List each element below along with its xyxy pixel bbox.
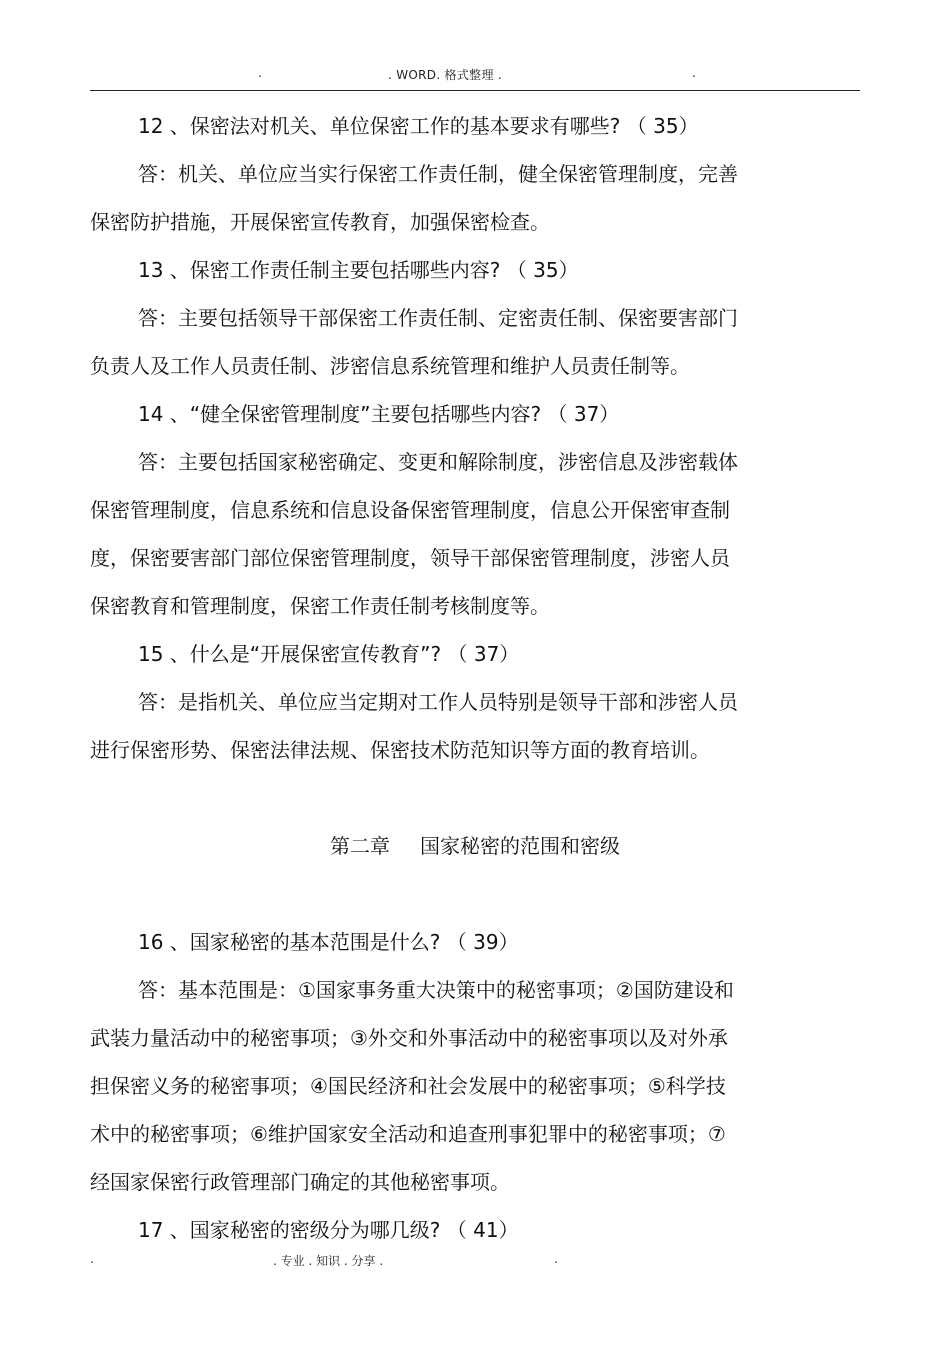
answer-15-line-1: 答：是指机关、单位应当定期对工作人员特别是领导干部和涉密人员 [138, 690, 738, 714]
answer-16-line-4: 术中的秘密事项；⑥维护国家安全活动和追查刑事犯罪中的秘密事项；⑦ [90, 1122, 726, 1146]
page-footer [90, 1252, 690, 1272]
answer-14-line-4: 保密教育和管理制度，保密工作责任制考核制度等。 [90, 594, 550, 618]
header-right-mark: . [692, 66, 696, 80]
header-title: . WORD. 格式整理 . [388, 68, 502, 82]
question-15: 15 、什么是“开展保密宣传教育”? （ 37） [138, 642, 520, 666]
question-12: 12 、保密法对机关、单位保密工作的基本要求有哪些? （ 35） [138, 114, 699, 138]
answer-14-line-2: 保密管理制度，信息系统和信息设备保密管理制度，信息公开保密审查制 [90, 498, 730, 522]
answer-14-line-1: 答：主要包括国家秘密确定、变更和解除制度，涉密信息及涉密载体 [138, 450, 738, 474]
answer-16-line-1: 答：基本范围是：①国家事务重大决策中的秘密事项；②国防建设和 [138, 978, 734, 1002]
chapter-number: 第二章 [330, 834, 390, 858]
answer-12-line-2: 保密防护措施，开展保密宣传教育，加强保密检查。 [90, 210, 550, 234]
footer-text: . 专业 . 知识 . 分享 . [273, 1254, 384, 1268]
question-16: 16 、国家秘密的基本范围是什么? （ 39） [138, 930, 519, 954]
answer-16-line-3: 担保密义务的秘密事项；④国民经济和社会发展中的秘密事项；⑤科学技 [90, 1074, 726, 1098]
chapter-heading [0, 832, 950, 860]
chapter-title: 国家秘密的范围和密级 [420, 834, 620, 858]
answer-16-line-5: 经国家保密行政管理部门确定的其他秘密事项。 [90, 1170, 510, 1194]
header-divider [90, 90, 860, 91]
question-13: 13 、保密工作责任制主要包括哪些内容? （ 35） [138, 258, 579, 282]
answer-13-line-2: 负责人及工作人员责任制、涉密信息系统管理和维护人员责任制等。 [90, 354, 690, 378]
answer-12-line-1: 答：机关、单位应当实行保密工作责任制，健全保密管理制度，完善 [138, 162, 738, 186]
answer-14-line-3: 度，保密要害部门部位保密管理制度，领导干部保密管理制度，涉密人员 [90, 546, 730, 570]
footer-left-mark: . [90, 1252, 94, 1266]
footer-right-mark: . [554, 1252, 558, 1266]
answer-15-line-2: 进行保密形势、保密法律法规、保密技术防范知识等方面的教育培训。 [90, 738, 710, 762]
question-17: 17 、国家秘密的密级分为哪几级? （ 41） [138, 1218, 519, 1242]
answer-16-line-2: 武装力量活动中的秘密事项；③外交和外事活动中的秘密事项以及对外承 [90, 1026, 728, 1050]
header-left-mark: . [258, 66, 262, 80]
question-14: 14 、“健全保密管理制度”主要包括哪些内容? （ 37） [138, 402, 620, 426]
answer-13-line-1: 答：主要包括领导干部保密工作责任制、定密责任制、保密要害部门 [138, 306, 738, 330]
page-header [90, 66, 860, 88]
